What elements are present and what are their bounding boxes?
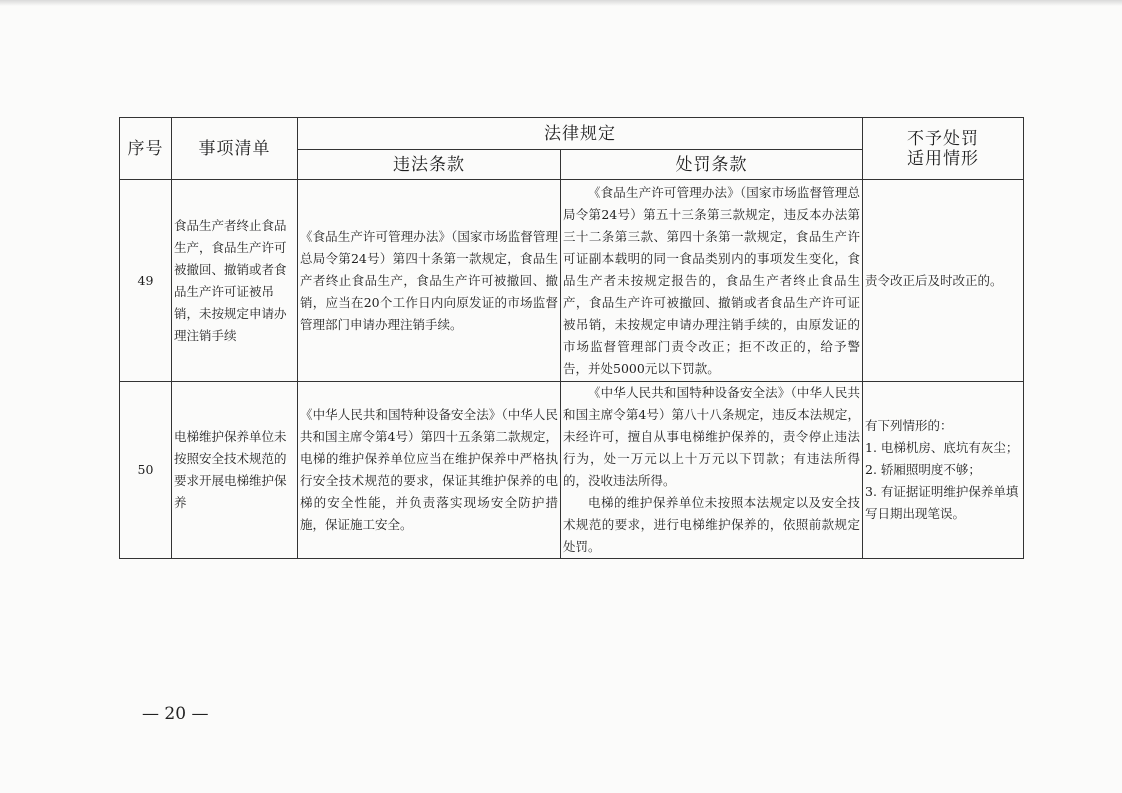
table-row [120,382,1024,559]
header-item: 事项清单 [172,118,298,180]
row-item: 电梯维护保养单位未按照安全技术规范的要求开展电梯维护保养 [172,382,298,559]
exempt-line: 3. 有证据证明维护保养单填写日期出现笔误。 [865,484,1019,521]
page-number: — 20 — [142,704,209,724]
header-penalty: 处罚条款 [561,150,863,180]
header-exempt-line2: 适用情形 [907,148,979,169]
regulation-table [119,117,1024,559]
exempt-line: 责令改正后及时改正的。 [865,272,1003,288]
header-seq: 序号 [120,118,172,180]
header-law: 法律规定 [298,118,863,150]
row-violation: 《食品生产许可管理办法》（国家市场监督管理总局令第24号）第四十条第一款规定，食品生产者终止食品生产，食品生产许可被撤回、撤销，应当在20个工作日内向原发证的市场监督管理部门申请办理注销手续。 [298,180,561,382]
penalty-paragraph: 《中华人民共和国特种设备安全法》（中华人民共和国主席令第4号）第八十八条规定，违反本法规定，未经许可，擅自从事电梯维护保养的，责令停止违法行为，处一万元以上十万元以下罚款；有违法所得的，没收违法所得。 [563,385,860,488]
exempt-line: 有下列情形的： [865,418,953,433]
row-penalty [561,382,863,559]
header-exempt [863,118,1024,180]
header-row-top [120,118,1024,150]
row-penalty [561,180,863,382]
exempt-line: 2. 轿厢照明度不够； [865,462,981,477]
row-item: 食品生产者终止食品生产，食品生产许可被撤回、撤销或者食品生产许可证被吊销，未按规定申请办理注销手续 [172,180,298,382]
table-row [120,180,1024,382]
row-exempt [863,382,1024,559]
exempt-line: 1. 电梯机房、底坑有灰尘； [865,440,1019,455]
penalty-paragraph: 电梯的维护保养单位未按照本法规定以及安全技术规范的要求，进行电梯维护保养的，依照前款规定处罚。 [563,495,860,554]
header-violation: 违法条款 [298,150,561,180]
header-exempt-line1: 不予处罚 [907,128,979,149]
row-exempt [863,180,1024,382]
scan-edge-shadow [0,0,1122,6]
row-violation: 《中华人民共和国特种设备安全法》（中华人民共和国主席令第4号）第四十五条第二款规定，电梯的维护保养单位应当在维护保养中严格执行安全技术规范的要求，保证其维护保养的电梯的安全性能，并负责落实现场安全防护措施，保证施工安全。 [298,382,561,559]
penalty-paragraph: 《食品生产许可管理办法》（国家市场监督管理总局令第24号）第五十三条第三款规定，违反本办法第三十二条第三款、第四十条第一款规定，食品生产许可证副本载明的同一食品类别内的事项发生变化，食品生产者未按规定报告的，食品生产者终止食品生产，食品生产许可被撤回、撤销或者食品生产许可证被吊销，未按规定申请办理注销手续的，由原发证的市场监督管理部门责令改正；拒不改正的，给予警告，并处5000元以下罚款。 [563,184,860,376]
row-seq: 49 [120,180,172,382]
row-seq: 50 [120,382,172,559]
